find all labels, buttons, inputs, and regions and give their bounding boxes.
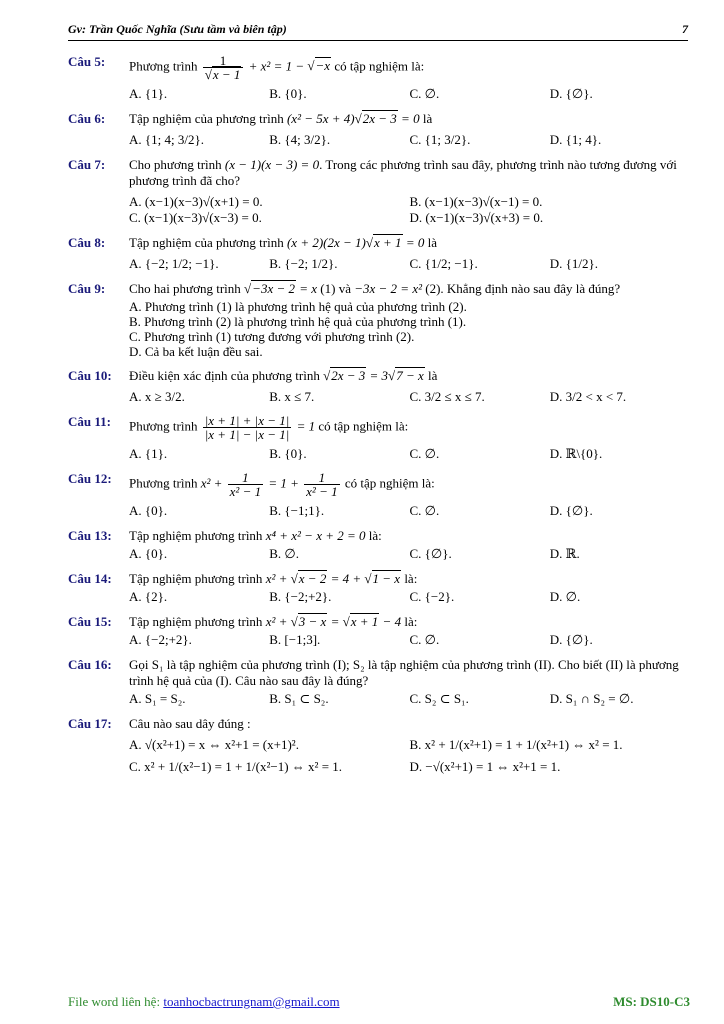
answer-options [129, 632, 690, 648]
question-stem: Câu nào sau dây đúng : [129, 716, 251, 731]
option-c[interactable]: C. ∅. [409, 632, 440, 647]
question-8 [68, 235, 690, 272]
question-16 [68, 657, 690, 707]
option-c[interactable]: C. Phương trình (1) tương đương với phương trình (2). [129, 329, 415, 344]
answer-options [129, 737, 690, 775]
option-a[interactable]: A. {0}. [129, 546, 168, 561]
option-b[interactable]: B. ∅. [269, 546, 299, 561]
question-11 [68, 414, 690, 462]
question-label: Câu 8: [68, 235, 106, 250]
question-15 [68, 614, 690, 648]
option-d[interactable]: D. {∅}. [549, 86, 593, 101]
option-d[interactable]: D. ℝ\{0}. [549, 446, 603, 461]
email-link[interactable]: toanhocbactrungnam@gmail.com [163, 994, 340, 1009]
header-title: Gv: Trần Quốc Nghĩa (Sưu tầm và biên tập) [68, 22, 287, 36]
question-13 [68, 528, 690, 562]
option-d[interactable]: D. {∅}. [549, 632, 593, 647]
answer-options [129, 691, 690, 707]
question-label: Câu 16: [68, 657, 112, 672]
option-d[interactable]: D. {1; 4}. [549, 132, 602, 147]
question-label: Câu 14: [68, 571, 112, 586]
question-stem: Gọi S₁ là tập nghiệm của phương trình (I); S₂ là tập nghiệm của phương trình (II). Cho biết (II) là phương trình hệ quả của (I). Câu nào sau đây là đúng? [129, 657, 679, 688]
option-b[interactable]: B. (x−1)(x−3)√(x−1) = 0. [409, 194, 543, 209]
option-c[interactable]: C. {∅}. [409, 546, 452, 561]
option-a[interactable]: A. {1}. [129, 446, 168, 461]
fraction: $\frac{1}{√x - 1}$ [203, 54, 244, 81]
fraction: $\frac{1}{\text{x² − 1}}$ [229, 470, 262, 499]
answer-options [129, 299, 690, 359]
option-a[interactable]: A. {−2;+2}. [129, 632, 192, 647]
option-d[interactable]: D. S₁ ∩ S₂ = ∅. [549, 691, 634, 706]
option-a[interactable]: A. {1}. [129, 86, 168, 101]
question-6 [68, 111, 690, 148]
question-stem: Phương trình $\frac{|x + 1| + |x - 1|}{|x + 1| - |x - 1|}$ = 1 có tập nghiệm là: [129, 413, 409, 442]
answer-options [129, 194, 690, 226]
question-12 [68, 471, 690, 519]
question-stem: Phương trình x² + $\frac{1}{\text{x² − 1}}$ = 1 + $\frac{1}{\text{x² − 1}}$ có tập nghiệm là: [129, 470, 435, 499]
option-c[interactable]: C. (x−1)(x−3)√(x−3) = 0. [129, 210, 262, 225]
option-b[interactable]: B. x² + 1/(x²+1) = 1 + 1/(x²+1) ⇔ x² = 1. [409, 737, 623, 752]
answer-options [129, 86, 690, 102]
option-b[interactable]: B. {−2;+2}. [269, 589, 332, 604]
question-7 [68, 157, 690, 226]
option-b[interactable]: B. Phương trình (2) là phương trình hệ quả của phương trình (1). [129, 314, 467, 329]
option-b[interactable]: B. {−1;1}. [269, 503, 325, 518]
question-stem: Tập nghiệm của phương trình (x + 2)(2x − 1)√x + 1 = 0 là [129, 235, 437, 250]
question-label: Câu 13: [68, 528, 112, 543]
document-code: MS: DS10-C3 [613, 994, 690, 1009]
question-stem: Điều kiện xác định của phương trình √2x − 3 = 3√7 − x là [129, 368, 438, 383]
option-b[interactable]: B. [−1;3]. [269, 632, 321, 647]
option-c[interactable]: C. {−2}. [409, 589, 455, 604]
option-a[interactable]: A. {−2; 1/2; −1}. [129, 256, 219, 271]
question-stem: Cho hai phương trình √−3x − 2 = x (1) và −3x − 2 = x² (2). Khẳng định nào sau đây là đúng? [129, 281, 621, 296]
option-d[interactable]: D. {∅}. [549, 503, 593, 518]
option-c[interactable]: C. ∅. [409, 503, 440, 518]
option-c[interactable]: C. ∅. [409, 86, 440, 101]
question-label: Câu 7: [68, 157, 106, 172]
option-a[interactable]: A. x ≥ 3/2. [129, 389, 185, 404]
option-b[interactable]: B. {0}. [269, 86, 307, 101]
question-9 [68, 281, 690, 359]
question-stem: Cho phương trình (x − 1)(x − 3) = 0. Trong các phương trình sau đây, phương trình nào tương đương với phương trình đã cho? [129, 157, 677, 188]
option-a[interactable]: A. {0}. [129, 503, 168, 518]
question-label: Câu 5: [68, 54, 106, 69]
answer-options [129, 446, 690, 462]
question-10 [68, 368, 690, 405]
option-d[interactable]: D. Cả ba kết luận đều sai. [129, 344, 263, 359]
option-c[interactable]: C. x² + 1/(x²−1) = 1 + 1/(x²−1) ⇔ x² = 1. [129, 759, 343, 774]
option-d[interactable]: D. {1/2}. [549, 256, 598, 271]
footer-contact: File word liên hệ: toanhocbactrungnam@gmail.com [68, 994, 340, 1009]
question-14 [68, 571, 690, 605]
question-label: Câu 11: [68, 414, 111, 429]
question-stem: Tập nghiệm phương trình x² + √3 − x = √x + 1 − 4 là: [129, 614, 418, 629]
page-number: 7 [682, 22, 688, 36]
question-label: Câu 6: [68, 111, 106, 126]
answer-options [129, 389, 690, 405]
question-5 [68, 54, 690, 102]
option-c[interactable]: C. S₂ ⊂ S₁. [409, 691, 469, 706]
option-b[interactable]: B. {−2; 1/2}. [269, 256, 338, 271]
option-a[interactable]: A. (x−1)(x−3)√(x+1) = 0. [129, 194, 263, 209]
question-stem: Tập nghiệm của phương trình (x² − 5x + 4)√2x − 3 = 0 là [129, 111, 433, 126]
answer-options [129, 546, 690, 562]
option-b[interactable]: B. x ≤ 7. [269, 389, 315, 404]
question-list [68, 54, 690, 784]
option-c[interactable]: C. ∅. [409, 446, 440, 461]
question-label: Câu 15: [68, 614, 112, 629]
option-d[interactable]: D. (x−1)(x−3)√(x+3) = 0. [409, 210, 544, 225]
option-b[interactable]: B. {4; 3/2}. [269, 132, 331, 147]
option-a[interactable]: A. Phương trình (1) là phương trình hệ quả của phương trình (2). [129, 299, 467, 314]
question-label: Câu 9: [68, 281, 106, 296]
page-header [68, 22, 688, 41]
option-d[interactable]: D. ℝ. [549, 546, 580, 561]
answer-options [129, 256, 690, 272]
question-label: Câu 10: [68, 368, 112, 383]
question-stem: Phương trình $\frac{1}{√x - 1}$ + x² = 1 − √−x có tập nghiệm là: [129, 53, 425, 82]
answer-options [129, 503, 690, 519]
question-17 [68, 716, 690, 775]
option-c[interactable]: C. {1/2; −1}. [409, 256, 478, 271]
option-b[interactable]: B. S₁ ⊂ S₂. [269, 691, 329, 706]
option-d[interactable]: D. −√(x²+1) = 1 ⇔ x²+1 = 1. [409, 759, 561, 774]
question-label: Câu 12: [68, 471, 112, 486]
fraction: $\frac{1}{\text{x² − 1}}$ [306, 470, 338, 499]
option-d[interactable]: D. 3/2 < x < 7. [549, 389, 627, 404]
question-stem: Tập nghiệm phương trình x⁴ + x² − x + 2 = 0 là: [129, 528, 382, 543]
option-a[interactable]: A. {2}. [129, 589, 168, 604]
option-b[interactable]: B. {0}. [269, 446, 307, 461]
page-footer [68, 994, 690, 1012]
fraction: $\frac{|x + 1| + |x - 1|}{|x + 1| - |x - 1|}$ [204, 413, 290, 442]
question-label: Câu 17: [68, 716, 112, 731]
question-stem: Tập nghiệm phương trình x² + √x − 2 = 4 + √1 − x là: [129, 571, 418, 586]
answer-options [129, 589, 690, 605]
option-d[interactable]: D. ∅. [549, 589, 581, 604]
option-a[interactable]: A. S₁ = S₂. [129, 691, 186, 706]
option-c[interactable]: C. {1; 3/2}. [409, 132, 471, 147]
option-a[interactable]: A. √(x²+1) = x ⇔ x²+1 = (x+1)². [129, 737, 299, 752]
option-a[interactable]: A. {1; 4; 3/2}. [129, 132, 204, 147]
answer-options [129, 132, 690, 148]
option-c[interactable]: C. 3/2 ≤ x ≤ 7. [409, 389, 485, 404]
